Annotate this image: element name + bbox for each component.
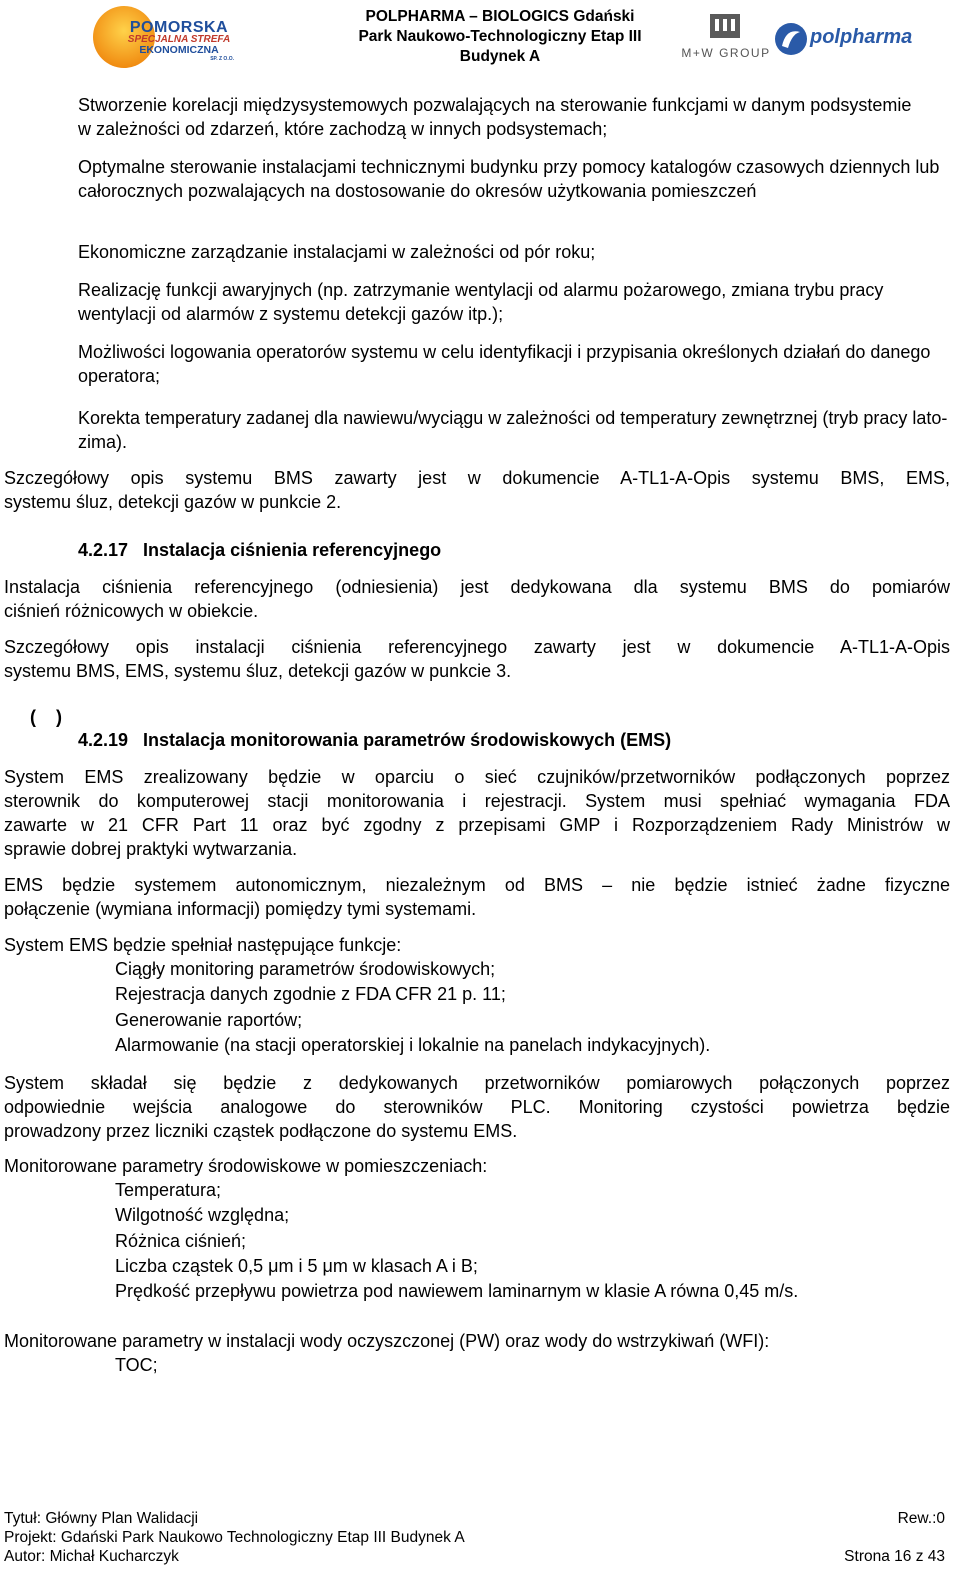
paragraph-12: System EMS będzie spełniał następujące funkcje: [4, 935, 402, 955]
logo-line-3: EKONOMICZNA [139, 44, 219, 56]
mw-group-logo [676, 12, 776, 64]
footer-page-number: Strona 16 z 43 [844, 1548, 945, 1565]
paragraph-11-line-1: EMS będzie systemem autonomicznym, niezależnym od BMS – nie będzie istnieć żadne fizyczne [4, 875, 950, 895]
mw-group-icon [676, 12, 776, 48]
paragraph-9-line-1: Szczegółowy opis instalacji ciśnienia referencyjnego zawarty jest w dokumencie A-TL1-A-Opis [4, 637, 950, 657]
header-title-line-1: POLPHARMA – BIOLOGICS Gdański [365, 8, 635, 25]
header-title [330, 7, 670, 67]
paragraph-5: Możliwości logowania operatorów systemu w celu identyfikacji i przypisania określonych działań do danego operatora; [78, 342, 931, 386]
logo-line-2: SPECJALNA STREFA [127, 34, 231, 45]
paragraph-1: Stworzenie korelacji międzysystemowych pozwalających na sterowanie funkcjami w danym podsystemie w zależności od zdarzeń, które zachodzą w innych podsystemach; [78, 95, 912, 139]
paragraph-6: Korekta temperatury zadanej dla nawiewu/wyciągu w zależności od temperatury zewnętrznej (tryb pracy lato-zima). [78, 408, 948, 452]
water-parameters-list [115, 1353, 945, 1378]
paragraph-13-line-2: odpowiednie wejścia analogowe do sterowników PLC. Monitoring czystości powietrza będzie [4, 1097, 950, 1117]
paragraph-10-line-4: sprawie dobrej praktyki wytwarzania. [4, 839, 298, 859]
polpharma-text: polpharma [810, 26, 913, 48]
logo-line-4: SP. Z O.O. [210, 56, 234, 62]
header-title-line-2: Park Naukowo-Technologiczny Etap III [358, 28, 642, 45]
functions-list [115, 957, 945, 1058]
paragraph-10-line-1: System EMS zrealizowany będzie w oparciu o sieć czujników/przetworników podłączonych poprzez [4, 767, 950, 787]
list-item: Ciągły monitoring parametrów środowiskowych; [115, 959, 496, 979]
paragraph-15: Monitorowane parametry w instalacji wody oczyszczonej (PW) oraz wody do wstrzykiwań (WFI): [4, 1331, 770, 1351]
footer-revision: Rew.:0 [897, 1510, 945, 1527]
empty-parentheses: ( ) [30, 707, 62, 727]
paragraph-10-line-2: sterownik do komputerowej stacji monitorowania i rejestracji. System musi spełniać wymagania FDA [4, 791, 950, 811]
paragraph-7-line-2: systemu śluz, detekcji gazów w punkcie 2. [4, 492, 342, 512]
list-item: TOC; [115, 1355, 158, 1375]
list-item: Generowanie raportów; [115, 1009, 303, 1030]
list-item: Wilgotność względna; [115, 1205, 290, 1226]
paragraph-10-line-3: zawarte w 21 CFR Part 11 oraz być zgodny z przepisami GMP i Rozporządzeniem Rady Ministrów w [4, 815, 950, 835]
section-heading-4-2-19: 4.2.19 Instalacja monitorowania parametrów środowiskowych (EMS) [78, 730, 672, 750]
paragraph-4: Realizację funkcji awaryjnych (np. zatrzymanie wentylacji od alarmu pożarowego, zmiana trybu pracy wentylacji od alarmów z systemu detekcji gazów itp.); [78, 280, 884, 324]
list-item: Różnica ciśnień; [115, 1230, 247, 1251]
list-item: Liczba cząstek 0,5 μm i 5 μm w klasach A i B; [115, 1255, 478, 1276]
paragraph-2: Optymalne sterowanie instalacjami technicznymi budynku przy pomocy katalogów czasowych dziennych lub całorocznych pozwalających na dostosowanie do okresów użytkowania pomieszczeń [78, 157, 940, 201]
list-item: Temperatura; [115, 1180, 222, 1200]
paragraph-9-line-2: systemu BMS, EMS, systemu śluz, detekcji gazów w punkcie 3. [4, 661, 512, 681]
paragraph-3: Ekonomiczne zarządzanie instalacjami w zależności od pór roku; [78, 242, 596, 262]
paragraph-13-line-3: prowadzony przez liczniki cząstek podłączone do systemu EMS. [4, 1121, 518, 1141]
mw-group-text: M+W GROUP [681, 46, 771, 60]
paragraph-8-line-1: Instalacja ciśnienia referencyjnego (odniesienia) jest dedykowana dla systemu BMS do pomiarów [4, 577, 950, 597]
header-title-line-3: Budynek A [459, 48, 541, 65]
paragraph-11-line-2: połączenie (wymiana informacji) pomiędzy tymi systemami. [4, 899, 477, 919]
footer-project: Projekt: Gdański Park Naukowo Technologiczny Etap III Budynek A [4, 1529, 465, 1546]
environment-parameters-list [115, 1178, 945, 1304]
list-item: Alarmowanie (na stacji operatorskiej i lokalnie na panelach indykacyjnych). [115, 1034, 711, 1055]
pomorska-logo [84, 4, 248, 70]
paragraph-8-line-2: ciśnień różnicowych w obiekcie. [4, 601, 259, 621]
footer-title: Tytuł: Główny Plan Walidacji [4, 1510, 199, 1527]
polpharma-icon [774, 22, 808, 56]
paragraph-7-line-1: Szczegółowy opis systemu BMS zawarty jest w dokumencie A-TL1-A-Opis systemu BMS, EMS, [4, 468, 950, 488]
footer-author: Autor: Michał Kucharczyk [4, 1548, 179, 1565]
list-item: Prędkość przepływu powietrza pod nawiewem laminarnym w klasie A równa 0,45 m/s. [115, 1281, 799, 1302]
logo-line-1: POMORSKA [129, 19, 229, 36]
paragraph-14: Monitorowane parametry środowiskowe w pomieszczeniach: [4, 1156, 488, 1176]
section-heading-4-2-17: 4.2.17 Instalacja ciśnienia referencyjnego [78, 540, 442, 560]
polpharma-logo [774, 20, 924, 60]
paragraph-13-line-1: System składał się będzie z dedykowanych przetworników pomiarowych połączonych poprzez [4, 1073, 950, 1093]
list-item: Rejestracja danych zgodnie z FDA CFR 21 p. 11; [115, 984, 506, 1005]
